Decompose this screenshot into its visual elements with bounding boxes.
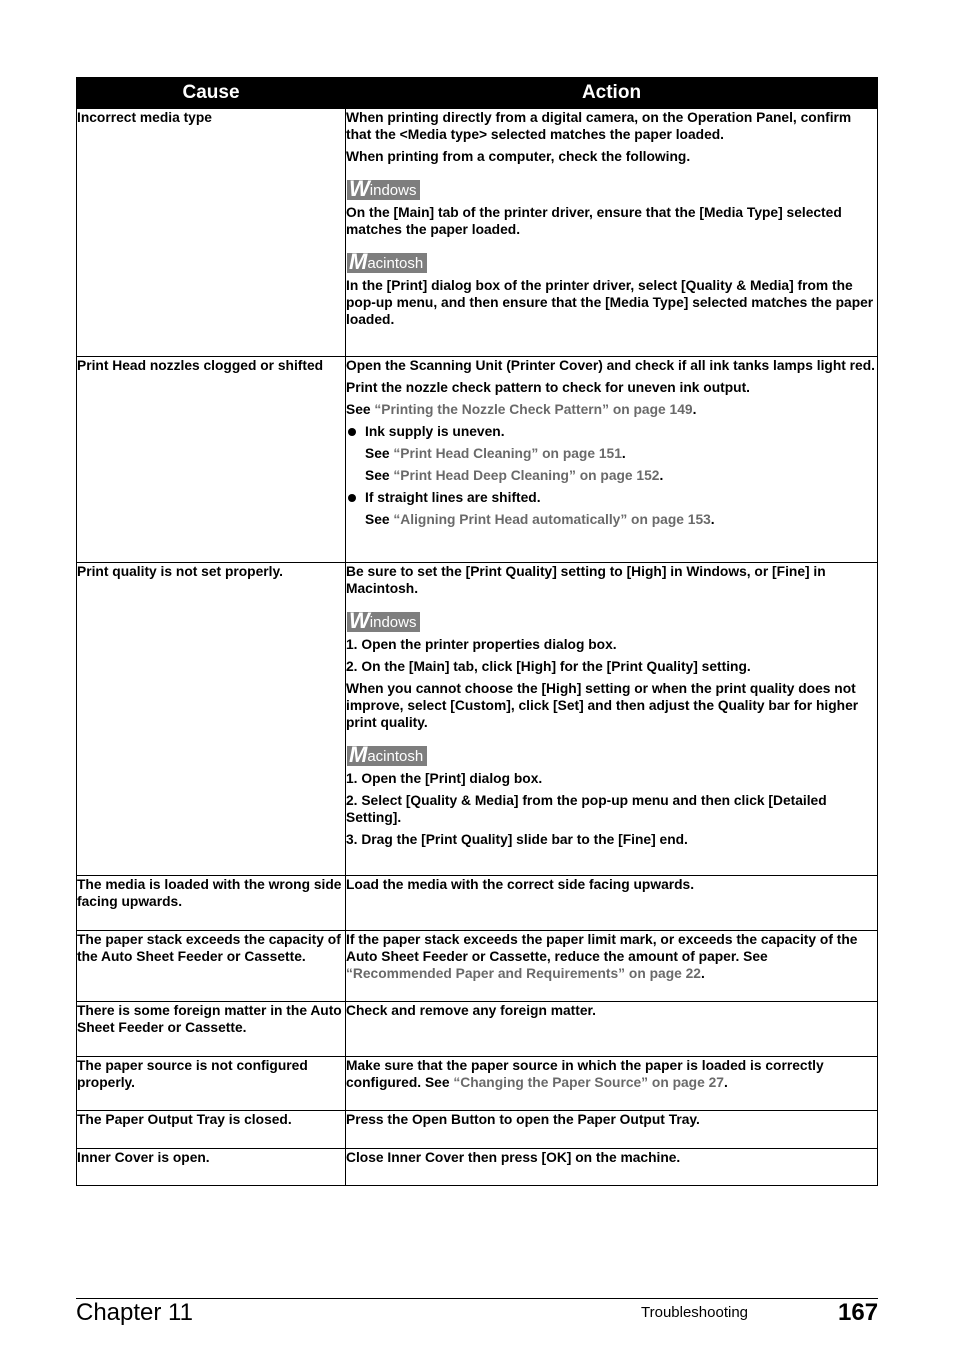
action-text: Print the nozzle check pattern to check for uneven ink output.	[346, 380, 750, 395]
action-text	[346, 1057, 877, 1091]
period: .	[621, 446, 626, 461]
table-row	[77, 563, 878, 876]
action-text	[346, 467, 877, 484]
cause-cell: There is some foreign matter in the Auto Sheet Feeder or Cassette.	[77, 1002, 346, 1057]
macintosh-badge	[347, 742, 427, 767]
action-text: Press the Open Button to open the Paper Output Tray.	[346, 1112, 700, 1127]
footer-divider	[76, 1298, 878, 1299]
see-label: See	[346, 402, 371, 417]
cause-cell: The paper stack exceeds the capacity of the Auto Sheet Feeder or Cassette.	[77, 931, 346, 1002]
bullet-item: Ink supply is uneven.	[346, 423, 877, 440]
windows-badge-rest: indows	[369, 182, 417, 199]
action-sentence: If the paper stack exceeds the paper limit mark, or exceeds the capacity of the Auto Sheet Feeder or Cassette, reduce the amount of paper. See	[346, 932, 858, 964]
action-text: When you cannot choose the [High] setting or when the print quality does not improve, select [Custom], click [Set] and then adjust the Quality bar for higher print quality.	[346, 681, 859, 730]
period: .	[700, 966, 705, 981]
windows-badge	[347, 176, 420, 201]
troubleshooting-table	[76, 77, 878, 1186]
see-label: See	[365, 446, 390, 461]
action-text: Load the media with the correct side facing upwards.	[346, 877, 695, 892]
period: .	[723, 1075, 728, 1090]
action-step: 3. Drag the [Print Quality] slide bar to the [Fine] end.	[346, 832, 688, 847]
action-text: When printing from a computer, check the following.	[346, 149, 691, 164]
see-label: See	[365, 468, 390, 483]
action-step: 2. Select [Quality & Media] from the pop-up menu and then click [Detailed Setting].	[346, 793, 827, 825]
action-cell	[346, 357, 878, 563]
paper-source-link[interactable]: “Changing the Paper Source” on page 27	[453, 1075, 724, 1090]
chapter-label: Chapter 11	[76, 1299, 193, 1326]
cause-column-header: Cause	[77, 78, 346, 109]
cause-cell: The media is loaded with the wrong side facing upwards.	[77, 876, 346, 931]
action-text: On the [Main] tab of the printer driver, ensure that the [Media Type] selected matches the paper loaded.	[346, 205, 842, 237]
cause-cell: The Paper Output Tray is closed.	[77, 1111, 346, 1149]
action-text: Close Inner Cover then press [OK] on the machine.	[346, 1150, 681, 1165]
action-text: Be sure to set the [Print Quality] setting to [High] in Windows, or [Fine] in Macintosh.	[346, 564, 826, 596]
table-row	[77, 357, 878, 563]
table-row	[77, 1149, 878, 1186]
action-column-header: Action	[346, 78, 878, 109]
deep-cleaning-link[interactable]: “Print Head Deep Cleaning” on page 152	[393, 468, 660, 483]
macintosh-badge-initial: M	[349, 742, 368, 767]
action-cell	[346, 876, 878, 931]
cause-cell: Inner Cover is open.	[77, 1149, 346, 1186]
table-row	[77, 1002, 878, 1057]
cause-cell: Incorrect media type	[77, 109, 346, 357]
period: .	[659, 468, 664, 483]
action-text	[346, 511, 877, 528]
windows-badge-rest: indows	[369, 614, 417, 631]
action-cell	[346, 1002, 878, 1057]
align-head-link[interactable]: “Aligning Print Head automatically” on page 153	[393, 512, 711, 527]
head-cleaning-link[interactable]: “Print Head Cleaning” on page 151	[393, 446, 622, 461]
table-row	[77, 109, 878, 357]
cause-cell: Print Head nozzles clogged or shifted	[77, 357, 346, 563]
see-label: See	[365, 512, 390, 527]
macintosh-badge	[347, 249, 427, 274]
action-step: 2. On the [Main] tab, click [High] for the [Print Quality] setting.	[346, 659, 751, 674]
windows-badge-initial: W	[349, 176, 370, 201]
action-cell	[346, 1057, 878, 1111]
table-row	[77, 931, 878, 1002]
action-step: 1. Open the printer properties dialog box.	[346, 637, 617, 652]
cause-cell: The paper source is not configured properly.	[77, 1057, 346, 1111]
action-cell	[346, 1149, 878, 1186]
period: .	[710, 512, 715, 527]
table-row	[77, 1111, 878, 1149]
action-sentence: Make sure that the paper source in which the paper is loaded is correctly configured. See	[346, 1058, 824, 1090]
nozzle-check-link[interactable]: “Printing the Nozzle Check Pattern” on page 149	[374, 402, 693, 417]
action-text	[346, 401, 877, 418]
macintosh-badge-initial: M	[349, 249, 368, 274]
page-number: 167	[838, 1299, 879, 1326]
cause-cell: Print quality is not set properly.	[77, 563, 346, 876]
action-cell	[346, 931, 878, 1002]
windows-badge	[347, 608, 420, 633]
recommended-paper-link[interactable]: “Recommended Paper and Requirements” on page 22	[346, 966, 701, 981]
action-text: When printing directly from a digital camera, on the Operation Panel, confirm that the <Media type> selected matches the paper loaded.	[346, 110, 852, 142]
action-step: 1. Open the [Print] dialog box.	[346, 771, 543, 786]
period: .	[692, 402, 697, 417]
section-label: Troubleshooting	[641, 1304, 749, 1321]
macintosh-badge-rest: acintosh	[367, 255, 424, 272]
bullet-item: If straight lines are shifted.	[346, 489, 877, 506]
action-text	[346, 931, 877, 982]
action-cell	[346, 1111, 878, 1149]
action-text	[346, 445, 877, 462]
action-cell	[346, 109, 878, 357]
action-cell	[346, 563, 878, 876]
table-row	[77, 1057, 878, 1111]
macintosh-badge-rest: acintosh	[367, 748, 424, 765]
table-row	[77, 876, 878, 931]
table-header-row	[77, 78, 878, 109]
action-text: In the [Print] dialog box of the printer driver, select [Quality & Media] from the pop-up menu, and then ensure that the [Media Type] selected matches the paper loaded.	[346, 278, 874, 327]
action-text: Check and remove any foreign matter.	[346, 1003, 596, 1018]
windows-badge-initial: W	[349, 608, 370, 633]
action-text: Open the Scanning Unit (Printer Cover) and check if all ink tanks lamps light red.	[346, 358, 875, 373]
